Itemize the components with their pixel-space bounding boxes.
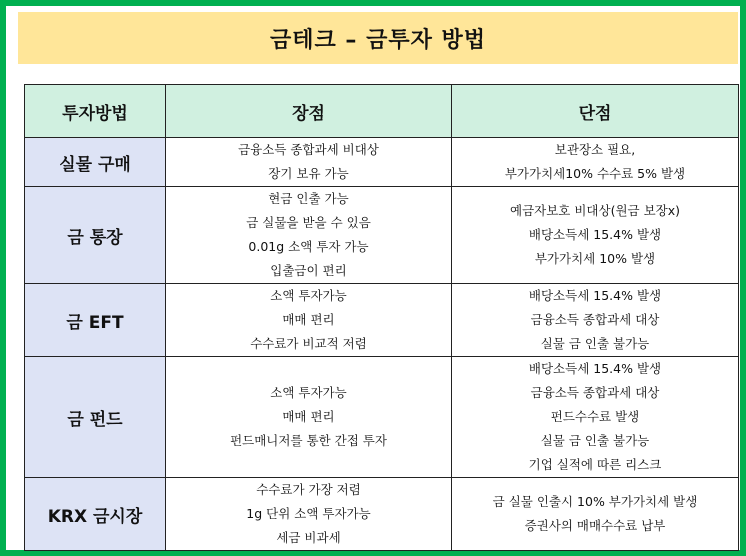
header-pros: 장점 [166, 85, 452, 138]
pro-item: 금 실물을 받을 수 있음 [246, 215, 371, 230]
con-item: 금융소득 종합과세 대상 [530, 385, 660, 400]
con-item: 실물 금 인출 불가능 [540, 433, 650, 448]
con-item: 예금자보호 비대상(원금 보장x) [510, 203, 680, 218]
table-row [25, 138, 739, 187]
method-cell: 금 통장 [25, 187, 166, 284]
method-cell: 실물 구매 [25, 138, 166, 187]
table-row [25, 187, 739, 284]
method-cell: KRX 금시장 [25, 478, 166, 551]
pro-item: 수수료가 비교적 저렴 [250, 336, 367, 351]
pro-item: 1g 단위 소액 투자가능 [246, 506, 371, 521]
pro-item: 금융소득 종합과세 비대상 [238, 142, 379, 157]
con-item: 기업 실적에 따른 리스크 [528, 457, 662, 472]
table-header-row [25, 85, 739, 138]
cons-cell [452, 138, 739, 187]
pro-item: 0.01g 소액 투자 가능 [248, 239, 369, 254]
pro-item: 소액 투자가능 [270, 385, 347, 400]
table-row [25, 357, 739, 478]
gold-investment-table [24, 84, 739, 551]
con-item: 부가가치세 10% 발생 [534, 251, 656, 266]
con-item: 배당소득세 15.4% 발생 [528, 227, 662, 242]
pros-cell [166, 284, 452, 357]
pros-cell [166, 478, 452, 551]
method-cell: 금 펀드 [25, 357, 166, 478]
con-item: 펀드수수료 발생 [550, 409, 640, 424]
pro-item: 매매 편리 [282, 409, 335, 424]
table-row [25, 478, 739, 551]
con-item: 배당소득세 15.4% 발생 [528, 288, 662, 303]
pro-item: 수수료가 가장 저렴 [256, 482, 361, 497]
pro-item: 소액 투자가능 [270, 288, 347, 303]
pros-cell [166, 357, 452, 478]
pro-item: 현금 인출 가능 [268, 191, 349, 206]
con-item: 부가가치세10% 수수료 5% 발생 [504, 166, 686, 181]
table-body [25, 138, 739, 551]
cons-cell [452, 478, 739, 551]
pros-cell [166, 138, 452, 187]
pro-item: 장기 보유 가능 [268, 166, 349, 181]
con-item: 배당소득세 15.4% 발생 [528, 361, 662, 376]
table-row [25, 284, 739, 357]
con-item: 증권사의 매매수수료 납부 [524, 518, 666, 533]
pro-item: 세금 비과세 [276, 530, 341, 545]
header-cons: 단점 [452, 85, 739, 138]
pros-cell [166, 187, 452, 284]
pro-item: 입출금이 편리 [270, 263, 347, 278]
pro-item: 매매 편리 [282, 312, 335, 327]
con-item: 금 실물 인출시 10% 부가가치세 발생 [492, 494, 698, 509]
page-title: 금테크 – 금투자 방법 [18, 12, 738, 64]
cons-cell [452, 187, 739, 284]
con-item: 금융소득 종합과세 대상 [530, 312, 660, 327]
con-item: 보관장소 필요, [554, 142, 636, 157]
header-method: 투자방법 [25, 85, 166, 138]
con-item: 실물 금 인출 불가능 [540, 336, 650, 351]
pro-item: 펀드매니저를 통한 간접 투자 [230, 433, 387, 448]
method-cell: 금 EFT [25, 284, 166, 357]
cons-cell [452, 357, 739, 478]
cons-cell [452, 284, 739, 357]
